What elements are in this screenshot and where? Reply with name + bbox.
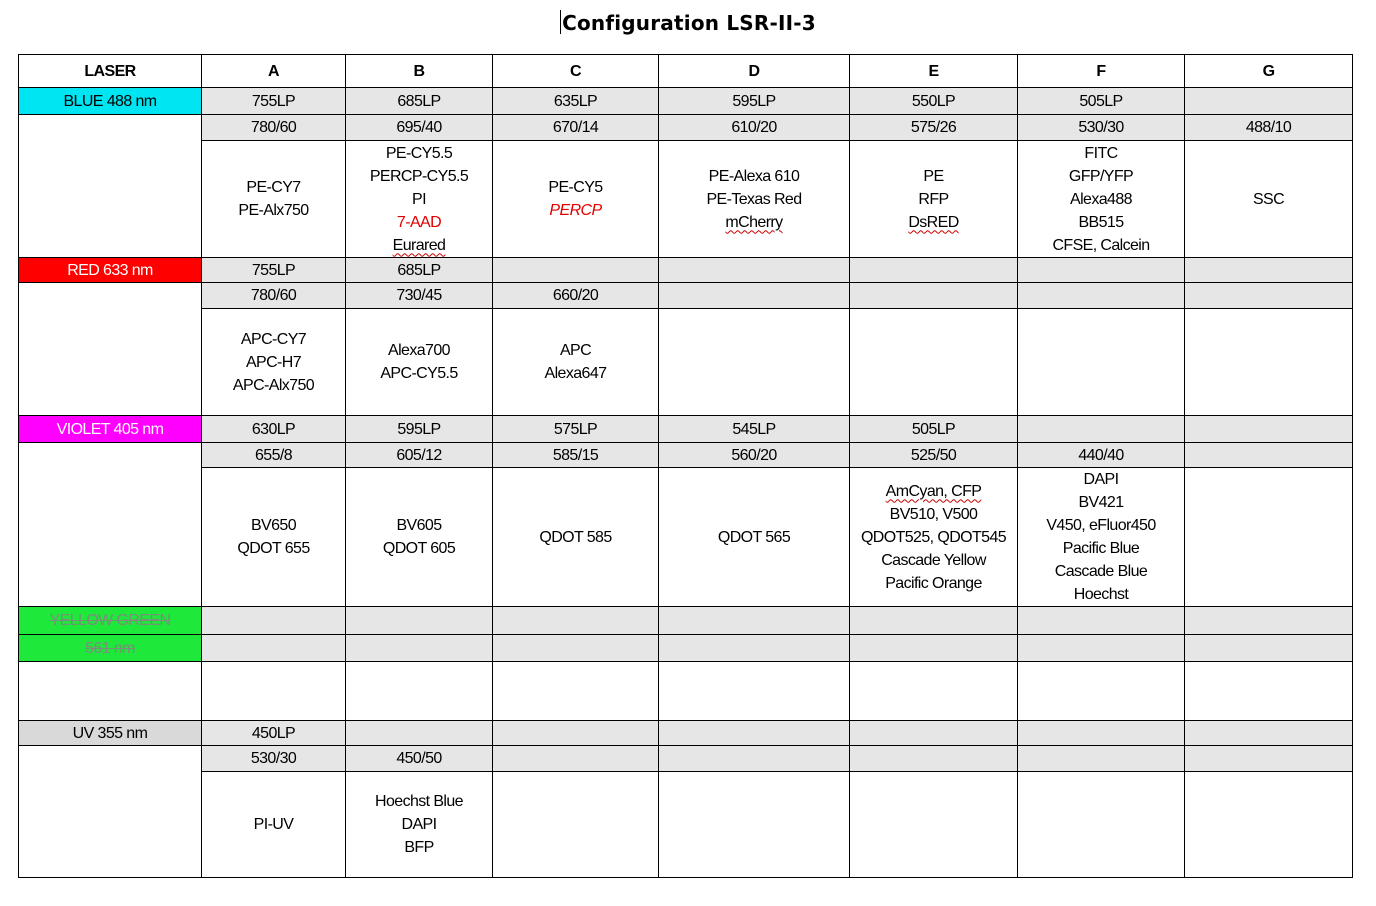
- yellow-fluorochrome-row: [19, 662, 1353, 721]
- uv-fl-e: [850, 772, 1018, 878]
- yellow-fl-d: [659, 662, 850, 721]
- red-lp-c: [493, 258, 659, 283]
- red-lp-b: 685LP: [346, 258, 493, 283]
- red-bp-c: 660/20: [493, 283, 659, 309]
- blue-bp-row: [19, 115, 1353, 141]
- violet-bp-e: 525/50: [850, 443, 1018, 468]
- red-bp-g: [1185, 283, 1353, 309]
- uv-bp-g: [1185, 746, 1353, 772]
- violet-fl-f: DAPI BV421 V450, eFluor450 Pacific Blue Cascade Blue Hoechst: [1018, 468, 1185, 607]
- header-b: B: [346, 55, 493, 88]
- yellow-bp-b: [346, 635, 493, 662]
- yellow-fl-a: [202, 662, 346, 721]
- laser-blue-488: BLUE 488 nm: [19, 88, 202, 115]
- violet-fl-c: QDOT 585: [493, 468, 659, 607]
- yellow-laser-spacer: [19, 662, 202, 721]
- uv-lp-a: 450LP: [202, 721, 346, 746]
- yellow-lp-row: [19, 607, 1353, 635]
- header-laser: LASER: [19, 55, 202, 88]
- violet-lp-row: [19, 416, 1353, 443]
- red-fl-c: APC Alexa647: [493, 309, 659, 416]
- red-fl-e: [850, 309, 1018, 416]
- yellow-fl-e: [850, 662, 1018, 721]
- yellow-bp-c: [493, 635, 659, 662]
- violet-fl-b: BV605 QDOT 605: [346, 468, 493, 607]
- red-bp-d: [659, 283, 850, 309]
- red-bp-a: 780/60: [202, 283, 346, 309]
- violet-lp-g: [1185, 416, 1353, 443]
- blue-lp-f: 505LP: [1018, 88, 1185, 115]
- uv-lp-b: [346, 721, 493, 746]
- blue-fl-f: FITC GFP/YFP Alexa488 BB515 CFSE, Calcein: [1018, 141, 1185, 258]
- blue-bp-g: 488/10: [1185, 115, 1353, 141]
- red-lp-row: [19, 258, 1353, 283]
- violet-fl-e: AmCyan, CFP BV510, V500 QDOT525, QDOT545 Cascade Yellow Pacific Orange: [850, 468, 1018, 607]
- text-cursor: [560, 10, 561, 34]
- blue-bp-c: 670/14: [493, 115, 659, 141]
- blue-fluorochrome-row: [19, 141, 1353, 258]
- red-fl-b: Alexa700 APC-CY5.5: [346, 309, 493, 416]
- red-lp-e: [850, 258, 1018, 283]
- laser-violet-405: VIOLET 405 nm: [19, 416, 202, 443]
- blue-lp-row: [19, 88, 1353, 115]
- violet-fl-d: QDOT 565: [659, 468, 850, 607]
- blue-laser-spacer: [19, 115, 202, 258]
- yellow-bp-a: [202, 635, 346, 662]
- header-g: G: [1185, 55, 1353, 88]
- red-lp-f: [1018, 258, 1185, 283]
- yellow-lp-f: [1018, 607, 1185, 635]
- yellow-lp-e: [850, 607, 1018, 635]
- violet-bp-a: 655/8: [202, 443, 346, 468]
- uv-bp-c: [493, 746, 659, 772]
- header-c: C: [493, 55, 659, 88]
- uv-bp-f: [1018, 746, 1185, 772]
- uv-bp-a: 530/30: [202, 746, 346, 772]
- yellow-lp-b: [346, 607, 493, 635]
- red-bp-row: [19, 283, 1353, 309]
- red-lp-d: [659, 258, 850, 283]
- violet-lp-a: 630LP: [202, 416, 346, 443]
- violet-fl-a: BV650 QDOT 655: [202, 468, 346, 607]
- yellow-bp-e: [850, 635, 1018, 662]
- uv-fl-g: [1185, 772, 1353, 878]
- uv-bp-e: [850, 746, 1018, 772]
- blue-bp-a: 780/60: [202, 115, 346, 141]
- yellow-bp-g: [1185, 635, 1353, 662]
- violet-fl-g: [1185, 468, 1353, 607]
- uv-fl-c: [493, 772, 659, 878]
- header-a: A: [202, 55, 346, 88]
- red-fl-g: [1185, 309, 1353, 416]
- yellow-bp-d: [659, 635, 850, 662]
- uv-lp-e: [850, 721, 1018, 746]
- uv-fl-b: Hoechst Blue DAPI BFP: [346, 772, 493, 878]
- yellow-fl-f: [1018, 662, 1185, 721]
- violet-laser-spacer: [19, 443, 202, 607]
- violet-bp-g: [1185, 443, 1353, 468]
- violet-bp-row: [19, 443, 1353, 468]
- uv-laser-spacer: [19, 746, 202, 878]
- red-lp-g: [1185, 258, 1353, 283]
- blue-lp-a: 755LP: [202, 88, 346, 115]
- page-title: Configuration LSR-II-3: [562, 11, 816, 35]
- yellow-lp-c: [493, 607, 659, 635]
- red-bp-f: [1018, 283, 1185, 309]
- blue-fl-a: PE-CY7 PE-Alx750: [202, 141, 346, 258]
- violet-fluorochrome-row: [19, 468, 1353, 607]
- header-f: F: [1018, 55, 1185, 88]
- yellow-bp-row: [19, 635, 1353, 662]
- uv-lp-d: [659, 721, 850, 746]
- violet-bp-f: 440/40: [1018, 443, 1185, 468]
- laser-yellow-green-561: YELLOW GREEN: [19, 607, 202, 635]
- uv-bp-b: 450/50: [346, 746, 493, 772]
- blue-lp-c: 635LP: [493, 88, 659, 115]
- configuration-table: [18, 54, 1353, 878]
- yellow-lp-d: [659, 607, 850, 635]
- red-fl-f: [1018, 309, 1185, 416]
- header-e: E: [850, 55, 1018, 88]
- uv-bp-d: [659, 746, 850, 772]
- header-row: [19, 55, 1353, 88]
- uv-lp-c: [493, 721, 659, 746]
- violet-lp-b: 595LP: [346, 416, 493, 443]
- blue-lp-b: 685LP: [346, 88, 493, 115]
- violet-bp-d: 560/20: [659, 443, 850, 468]
- uv-lp-row: [19, 721, 1353, 746]
- blue-fl-d: PE-Alexa 610 PE-Texas Red mCherry: [659, 141, 850, 258]
- uv-lp-g: [1185, 721, 1353, 746]
- laser-red-633: RED 633 nm: [19, 258, 202, 283]
- blue-fl-g: SSC: [1185, 141, 1353, 258]
- blue-lp-e: 550LP: [850, 88, 1018, 115]
- red-fluorochrome-row: [19, 309, 1353, 416]
- violet-bp-b: 605/12: [346, 443, 493, 468]
- red-bp-b: 730/45: [346, 283, 493, 309]
- yellow-fl-c: [493, 662, 659, 721]
- blue-lp-d: 595LP: [659, 88, 850, 115]
- red-lp-a: 755LP: [202, 258, 346, 283]
- uv-lp-f: [1018, 721, 1185, 746]
- blue-bp-b: 695/40: [346, 115, 493, 141]
- blue-fl-e: PE RFP DsRED: [850, 141, 1018, 258]
- uv-fluorochrome-row: [19, 772, 1353, 878]
- blue-bp-e: 575/26: [850, 115, 1018, 141]
- yellow-bp-f: [1018, 635, 1185, 662]
- blue-fl-b: PE-CY5.5 PERCP-CY5.5 PI 7-AAD Eurared: [346, 141, 493, 258]
- uv-bp-row: [19, 746, 1353, 772]
- blue-bp-f: 530/30: [1018, 115, 1185, 141]
- laser-uv-355: UV 355 nm: [19, 721, 202, 746]
- yellow-lp-g: [1185, 607, 1353, 635]
- uv-fl-f: [1018, 772, 1185, 878]
- uv-fl-a: PI-UV: [202, 772, 346, 878]
- uv-fl-d: [659, 772, 850, 878]
- red-laser-spacer: [19, 283, 202, 416]
- header-d: D: [659, 55, 850, 88]
- violet-lp-c: 575LP: [493, 416, 659, 443]
- blue-lp-g: [1185, 88, 1353, 115]
- laser-yellow-green-wavelength: 561 nm: [19, 635, 202, 662]
- red-bp-e: [850, 283, 1018, 309]
- blue-bp-d: 610/20: [659, 115, 850, 141]
- violet-lp-d: 545LP: [659, 416, 850, 443]
- red-fl-a: APC-CY7 APC-H7 APC-Alx750: [202, 309, 346, 416]
- yellow-fl-g: [1185, 662, 1353, 721]
- red-fl-d: [659, 309, 850, 416]
- violet-lp-f: [1018, 416, 1185, 443]
- violet-bp-c: 585/15: [493, 443, 659, 468]
- yellow-lp-a: [202, 607, 346, 635]
- violet-lp-e: 505LP: [850, 416, 1018, 443]
- yellow-fl-b: [346, 662, 493, 721]
- blue-fl-c: PE-CY5 PERCP: [493, 141, 659, 258]
